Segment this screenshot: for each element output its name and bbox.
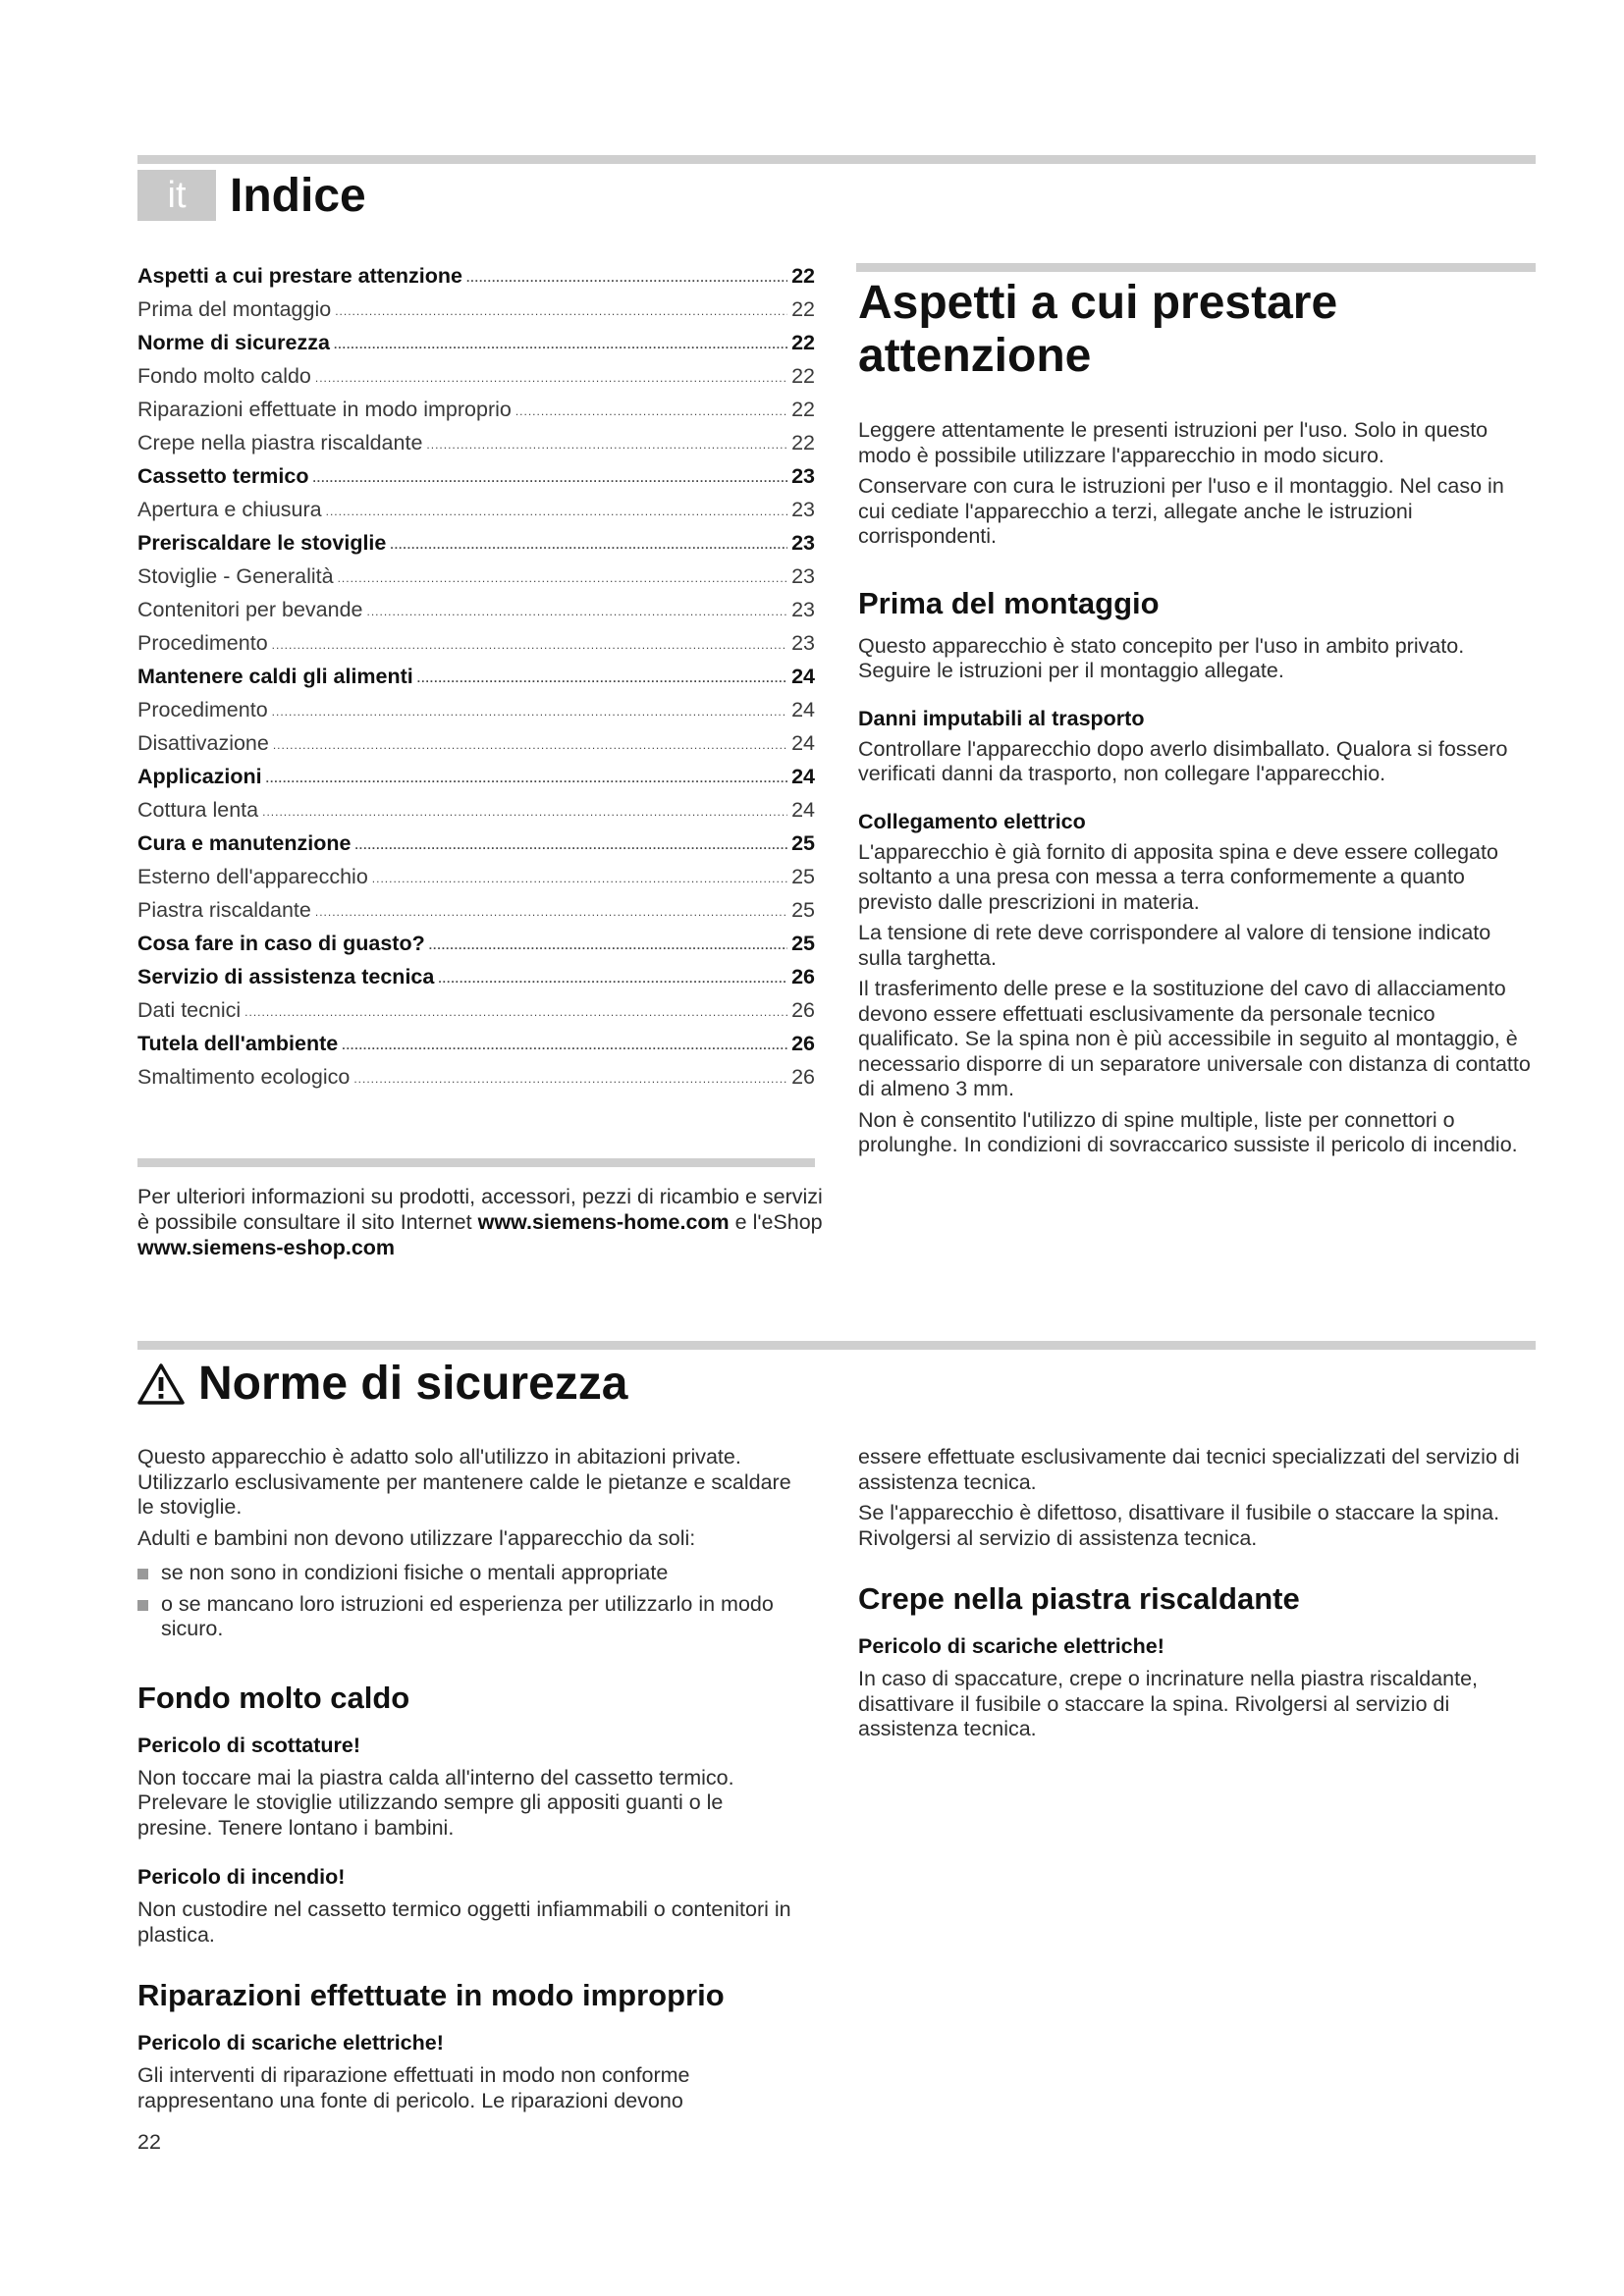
siemens-home-link[interactable]: www.siemens-home.com [477,1210,730,1234]
toc-entry[interactable] [137,1023,815,1056]
language-badge: it [137,170,216,221]
toc-entry-label: Esterno dell'apparecchio [137,865,368,888]
scottature-paragraph: Non toccare mai la piastra calda all'interno del cassetto termico. Prelevare le stoviglie utilizzando sempre gli appositi guanti o le presine. Tenere lontano i bambini. [137,1765,734,1840]
toc-entry-page: 24 [791,665,815,688]
norme-paragraph-2: Adulti e bambini non devono utilizzare l'apparecchio da soli: [137,1525,696,1550]
toc-entry[interactable] [137,522,815,556]
warning-triangle-icon [137,1362,185,1406]
aspetti-paragraph-1: Leggere attentamente le presenti istruzioni per l'uso. Solo in questo modo è possibile utilizzare l'apparecchio in modo sicuro. [858,418,1489,467]
toc-entry-label: Aspetti a cui prestare attenzione [137,264,462,288]
toc-entry-label: Prima del montaggio [137,297,332,321]
toc-entry-page: 22 [791,331,815,354]
aspetti-title: Aspetti a cui prestare attenzione [858,277,1338,382]
toc-entry-page: 23 [791,564,815,588]
norme-right-paragraph-1: essere effettuate esclusivamente dai tecnici specializzati del servizio di assistenza tecnica. [858,1445,1520,1494]
toc-entry-label: Piastra riscaldante [137,898,311,922]
toc-entry[interactable] [137,422,815,455]
toc-entry-page: 22 [791,431,815,454]
toc-entry-label: Procedimento [137,698,268,721]
toc-entry-label: Disattivazione [137,731,269,755]
toc-entry[interactable] [137,589,815,622]
toc-entry-page: 24 [791,698,815,721]
toc-entry-label: Contenitori per bevande [137,598,363,621]
bullet-square-icon [137,1569,148,1579]
page-title: Indice [230,170,366,222]
riparazioni-scariche-title: Pericolo di scariche elettriche! [137,2031,444,2055]
toc-dot-leader [315,372,787,384]
toc-entry-label: Cottura lenta [137,798,259,822]
toc-entry-page: 25 [791,865,815,888]
toc-dot-leader [266,773,787,784]
crepe-title: Crepe nella piastra riscaldante [858,1581,1300,1616]
toc-entry[interactable] [137,722,815,756]
toc-entry[interactable] [137,255,815,289]
fondo-title: Fondo molto caldo [137,1680,410,1715]
toc-entry[interactable] [137,389,815,422]
incendio-paragraph: Non custodire nel cassetto termico oggetti infiammabili o contenitori in plastica. [137,1897,791,1947]
bullet-text: o se mancano loro istruzioni ed esperienza per utilizzarlo in modo sicuro. [161,1591,774,1640]
toc-entry[interactable] [137,889,815,923]
danni-title: Danni imputabili al trasporto [858,706,1145,730]
toc-entry-label: Mantenere caldi gli alimenti [137,665,413,688]
norme-paragraph-1: Questo apparecchio è adatto solo all'utilizzo in abitazioni private. Utilizzarlo esclusivamente per mantenere calde le pietanze e scaldare le stoviglie. [137,1445,791,1519]
toc-entry-page: 23 [791,531,815,555]
norme-right-column [858,1445,1536,1748]
toc-dot-leader [338,572,788,584]
toc-entry[interactable] [137,789,815,823]
toc-entry-label: Dati tecnici [137,998,242,1022]
toc-entry-label: Preriscaldare le stoviglie [137,531,387,555]
toc-entry-page: 25 [791,831,815,855]
toc-entry[interactable] [137,1056,815,1090]
toc-entry-page: 26 [791,1032,815,1055]
toc-entry-page: 26 [791,1065,815,1089]
toc-dot-leader [417,672,787,684]
toc-dot-leader [438,973,787,985]
toc-entry-label: Stoviglie - Generalità [137,564,334,588]
toc-entry-page: 25 [791,932,815,955]
toc-entry-page: 24 [791,765,815,788]
toc-entry-label: Apertura e chiusura [137,498,322,521]
list-item [137,1592,793,1642]
toc-entry-label: Procedimento [137,631,268,655]
toc-entry-label: Smaltimento ecologico [137,1065,351,1089]
toc-dot-leader [272,639,787,651]
danni-paragraph: Controllare l'apparecchio dopo averlo disimballato. Qualora si fossero verificati danni da trasporto, non collegare l'apparecchio. [858,736,1508,785]
toc-dot-leader [367,606,788,617]
incendio-title: Pericolo di incendio! [137,1865,346,1889]
table-of-contents [137,255,815,1090]
toc-entry-page: 23 [791,498,815,521]
page-number: 22 [137,2130,161,2154]
toc-dot-leader [390,539,787,551]
toc-entry-label: Fondo molto caldo [137,364,311,388]
toc-entry[interactable] [137,823,815,856]
crepe-scariche-title: Pericolo di scariche elettriche! [858,1634,1164,1658]
scottature-title: Pericolo di scottature! [137,1733,360,1757]
toc-entry-page: 23 [791,464,815,488]
toc-entry[interactable] [137,923,815,956]
collegamento-paragraph-2: La tensione di rete deve corrispondere al valore di tensione indicato sulla targhetta. [858,921,1491,970]
toc-entry-page: 26 [791,998,815,1022]
toc-entry-label: Cura e manutenzione [137,831,352,855]
toc-entry-label: Norme di sicurezza [137,331,330,354]
toc-entry[interactable] [137,355,815,389]
toc-dot-leader [273,739,787,751]
toc-dot-leader [426,439,787,451]
riparazioni-title: Riparazioni effettuate in modo improprio [137,1978,725,2012]
toc-entry-label: Cassetto termico [137,464,309,488]
toc-entry[interactable] [137,856,815,889]
toc-entry-page: 22 [791,398,815,421]
crepe-paragraph: In caso di spaccature, crepe o incrinature nella piastra riscaldante, disattivare il fusibile o staccare la spina. Rivolgersi al servizio di assistenza tecnica. [858,1667,1479,1740]
bullet-text: se non sono in condizioni fisiche o mentali appropriate [161,1561,669,1584]
aspetti-section [858,277,1536,1164]
toc-dot-leader [354,839,787,851]
toc-entry[interactable] [137,656,815,689]
norme-right-paragraph-2: Se l'apparecchio è difettoso, disattivare il fusibile o staccare la spina. Rivolgersi al servizio di assistenza tecnica. [858,1501,1500,1550]
toc-entry-label: Crepe nella piastra riscaldante [137,431,423,454]
norme-title [137,1351,627,1417]
toc-dot-leader [272,706,787,718]
toc-dot-leader [335,305,787,317]
toc-dot-leader [334,339,787,350]
norme-rule [137,1341,1536,1350]
toc-entry-page: 25 [791,898,815,922]
aspetti-paragraph-2: Conservare con cura le istruzioni per l'uso e il montaggio. Nel caso in cui cediate l'apparecchio a terzi, allegate anche le istruzioni corrispondenti. [858,474,1504,548]
toc-dot-leader [466,272,787,284]
aspetti-rule [856,263,1536,272]
list-item [137,1561,793,1586]
toc-entry-page: 23 [791,598,815,621]
norme-bullet-list [137,1561,793,1642]
collegamento-paragraph-1: L'apparecchio è già fornito di apposita spina e deve essere collegato soltanto a una presa con messa a terra conformemente a quanto previsto dalle prescrizioni in materia. [858,839,1498,914]
toc-entry-page: 23 [791,631,815,655]
collegamento-paragraph-3: Il trasferimento delle prese e la sostituzione del cavo di allacciamento devono essere effettuati esclusivamente da personale tecnico qualificato. Se la spina non è più accessibile in seguito al montaggio, è necessario disporre di un separatore universale con distanza di contatto di almeno 3 mm. [858,977,1531,1100]
toc-entry[interactable] [137,689,815,722]
toc-entry[interactable] [137,622,815,656]
prima-paragraph: Questo apparecchio è stato concepito per l'uso in ambito privato. Seguire le istruzioni per il montaggio allegate. [858,633,1465,682]
toc-dot-leader [244,1006,787,1018]
toc-entry-page: 24 [791,731,815,755]
bullet-square-icon [137,1600,148,1611]
toc-entry[interactable] [137,756,815,789]
toc-entry-label: Cosa fare in caso di guasto? [137,932,425,955]
toc-dot-leader [372,873,787,884]
toc-entry[interactable] [137,289,815,322]
toc-entry[interactable] [137,956,815,989]
toc-dot-leader [342,1040,787,1051]
info-rule [137,1158,815,1167]
toc-entry-page: 22 [791,264,815,288]
toc-entry-page: 22 [791,297,815,321]
riparazioni-paragraph: Gli interventi di riparazione effettuati in modo non conforme rappresentano una fonte di pericolo. Le riparazioni devono [137,2063,690,2112]
info-text [137,1184,825,1260]
toc-entry[interactable] [137,322,815,355]
toc-entry[interactable] [137,556,815,589]
toc-dot-leader [312,472,787,484]
collegamento-title: Collegamento elettrico [858,809,1086,833]
toc-entry-label: Applicazioni [137,765,262,788]
norme-title-text: Norme di sicurezza [198,1358,628,1410]
toc-entry-label: Riparazioni effettuate in modo improprio [137,398,512,421]
norme-left-column [137,1445,793,2119]
toc-dot-leader [315,906,787,918]
toc-entry-page: 26 [791,965,815,988]
toc-dot-leader [429,939,787,951]
toc-entry[interactable] [137,455,815,489]
siemens-eshop-link[interactable]: www.siemens-eshop.com [137,1236,396,1259]
info-sentence: Per ulteriori informazioni su prodotti, accessori, pezzi di ricambio e servizi è possibile consultare il sito Internet [137,1185,823,1234]
toc-dot-leader [326,506,787,517]
toc-entry-page: 24 [791,798,815,822]
toc-dot-leader [515,405,787,417]
toc-entry-label: Servizio di assistenza tecnica [137,965,435,988]
toc-dot-leader [353,1073,787,1085]
toc-dot-leader [262,806,787,818]
info-mid: e l'eShop [729,1210,823,1234]
toc-entry[interactable] [137,489,815,522]
toc-entry[interactable] [137,989,815,1023]
collegamento-paragraph-4: Non è consentito l'utilizzo di spine multiple, liste per connettori o prolunghe. In condizioni di sovraccarico sussiste il pericolo di incendio. [858,1107,1518,1156]
toc-entry-page: 22 [791,364,815,388]
toc-entry-label: Tutela dell'ambiente [137,1032,339,1055]
prima-title: Prima del montaggio [858,585,1160,620]
